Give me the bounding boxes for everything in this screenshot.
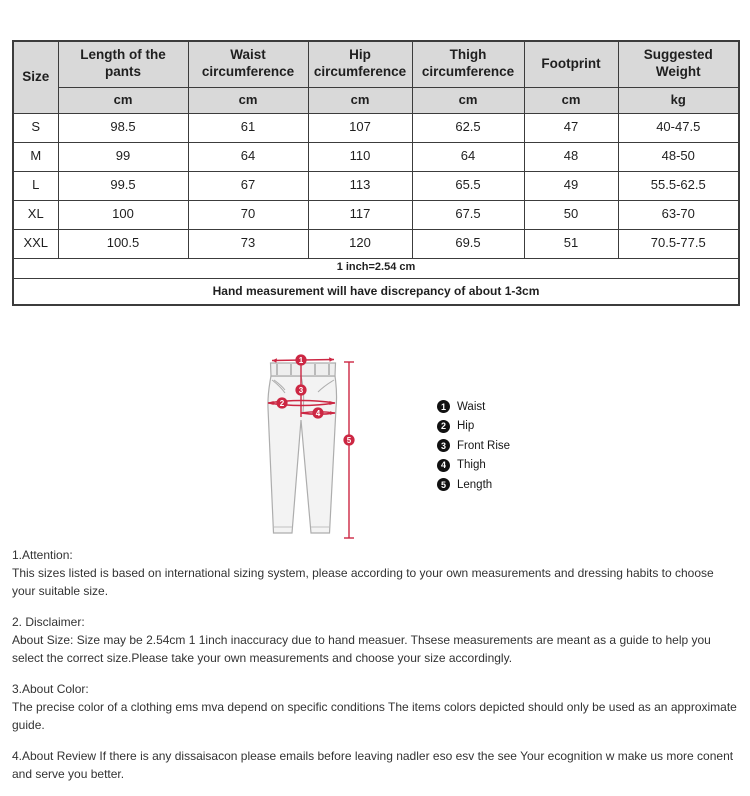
note-body: This sizes listed is based on international sizing system, please according to your own measurements and dressing habits to choose your suitable size. <box>12 566 714 598</box>
size-cell: S <box>13 113 58 142</box>
value-cell: 70.5-77.5 <box>618 229 739 258</box>
note-disclaimer <box>12 613 738 667</box>
legend-number-icon: 4 <box>437 459 450 472</box>
value-cell: 100 <box>58 200 188 229</box>
note-body: About Size: Size may be 2.54cm 1 1inch inaccuracy due to hand measuer. Thsese measurements are meant as a guide to help you select the correct size.Please take your own measurements and choose your size accordingly. <box>12 633 711 665</box>
svg-text:5: 5 <box>346 435 352 445</box>
value-cell: 62.5 <box>412 113 524 142</box>
value-cell: 65.5 <box>412 171 524 200</box>
value-cell: 113 <box>308 171 412 200</box>
value-cell: 50 <box>524 200 618 229</box>
legend-item-hip: 2 Hip <box>437 420 510 433</box>
value-cell: 49 <box>524 171 618 200</box>
value-cell: 55.5-62.5 <box>618 171 739 200</box>
legend-number-icon: 2 <box>437 420 450 433</box>
value-cell: 64 <box>188 142 308 171</box>
value-cell: 107 <box>308 113 412 142</box>
value-cell: 120 <box>308 229 412 258</box>
measurement-legend <box>437 400 510 491</box>
legend-item-thigh: 4 Thigh <box>437 459 510 472</box>
table-header-row <box>13 41 739 87</box>
value-cell: 48 <box>524 142 618 171</box>
inch-conversion-note: 1 inch=2.54 cm <box>13 258 739 278</box>
column-header-hip: Hip circumference <box>308 41 412 87</box>
unit-cell: cm <box>308 87 412 113</box>
note-body: The precise color of a clothing ems mva depend on specific conditions The items colors depicted should only be used as an approximate guide. <box>12 700 737 732</box>
unit-cell: cm <box>412 87 524 113</box>
table-row <box>13 171 739 200</box>
column-header-weight: Suggested Weight <box>618 41 739 87</box>
pants-illustration-icon <box>258 350 358 545</box>
value-cell: 110 <box>308 142 412 171</box>
table-row <box>13 113 739 142</box>
hand-measurement-note: Hand measurement will have discrepancy of about 1-3cm <box>13 278 739 305</box>
value-cell: 64 <box>412 142 524 171</box>
value-cell: 73 <box>188 229 308 258</box>
size-cell: M <box>13 142 58 171</box>
value-cell: 40-47.5 <box>618 113 739 142</box>
value-cell: 63-70 <box>618 200 739 229</box>
size-cell: L <box>13 171 58 200</box>
value-cell: 70 <box>188 200 308 229</box>
value-cell: 99 <box>58 142 188 171</box>
value-cell: 98.5 <box>58 113 188 142</box>
legend-item-waist: 1 Waist <box>437 400 510 413</box>
table-note-inch <box>13 258 739 278</box>
value-cell: 99.5 <box>58 171 188 200</box>
value-cell: 48-50 <box>618 142 739 171</box>
note-body: 4.About Review If there is any dissaisacon please emails before leaving nadler eso esv the see Your ecognition w make us more conent and serve you better. <box>12 749 734 781</box>
unit-cell: kg <box>618 87 739 113</box>
column-header-waist: Waist circumference <box>188 41 308 87</box>
column-header-size: Size <box>13 41 58 113</box>
value-cell: 69.5 <box>412 229 524 258</box>
value-cell: 117 <box>308 200 412 229</box>
table-row <box>13 200 739 229</box>
value-cell: 51 <box>524 229 618 258</box>
svg-text:3: 3 <box>298 385 304 395</box>
note-attention <box>12 546 738 600</box>
note-about-review <box>12 747 738 783</box>
unit-cell: cm <box>58 87 188 113</box>
column-header-footprint: Footprint <box>524 41 618 87</box>
value-cell: 61 <box>188 113 308 142</box>
legend-number-icon: 3 <box>437 439 450 452</box>
table-note-discrepancy <box>13 278 739 305</box>
value-cell: 100.5 <box>58 229 188 258</box>
svg-text:1: 1 <box>298 355 304 365</box>
table-units-row <box>13 87 739 113</box>
note-heading: 1.Attention: <box>12 548 73 562</box>
note-heading: 3.About Color: <box>12 682 89 696</box>
column-header-length: Length of the pants <box>58 41 188 87</box>
unit-cell: cm <box>188 87 308 113</box>
legend-number-icon: 5 <box>437 478 450 491</box>
note-heading: 2. Disclaimer: <box>12 615 85 629</box>
svg-text:4: 4 <box>315 408 321 418</box>
table-row <box>13 229 739 258</box>
measurement-diagram <box>0 340 750 550</box>
note-about-color <box>12 680 738 734</box>
column-header-thigh: Thigh circumference <box>412 41 524 87</box>
size-cell: XL <box>13 200 58 229</box>
svg-text:2: 2 <box>279 398 285 408</box>
value-cell: 67 <box>188 171 308 200</box>
legend-item-front-rise: 3 Front Rise <box>437 439 510 452</box>
size-cell: XXL <box>13 229 58 258</box>
size-chart-table <box>12 40 738 306</box>
unit-cell: cm <box>524 87 618 113</box>
table-row <box>13 142 739 171</box>
legend-item-length: 5 Length <box>437 478 510 491</box>
footnotes <box>12 546 738 796</box>
value-cell: 67.5 <box>412 200 524 229</box>
value-cell: 47 <box>524 113 618 142</box>
legend-number-icon: 1 <box>437 400 450 413</box>
